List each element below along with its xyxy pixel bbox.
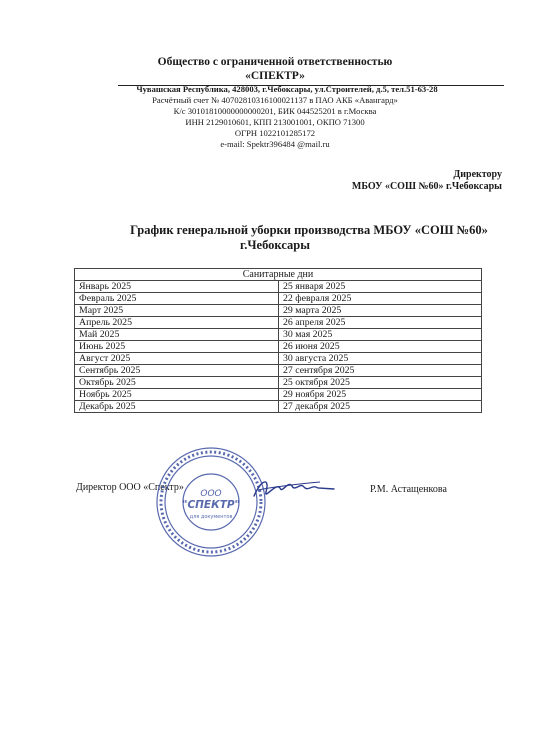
signatory-name: Р.М. Астащенкова xyxy=(370,484,447,495)
sanitary-day-cell: 30 августа 2025 xyxy=(279,353,482,365)
table-header-row xyxy=(75,269,482,281)
svg-text:для документов: для документов xyxy=(189,514,233,520)
table-row xyxy=(75,329,482,341)
schedule-table xyxy=(74,268,482,413)
sanitary-day-cell: 27 декабря 2025 xyxy=(279,401,482,413)
sanitary-day-cell: 26 апреля 2025 xyxy=(279,317,482,329)
sanitary-day-cell: 26 июня 2025 xyxy=(279,341,482,353)
sanitary-day-cell: 25 октября 2025 xyxy=(279,377,482,389)
sanitary-day-cell: 22 февраля 2025 xyxy=(279,293,482,305)
requisite-ogrn: ОГРН 1022101285172 xyxy=(234,128,316,138)
requisite-corr-account: К/с 30101810000000000201, БИК 044525201 в г.Москва xyxy=(173,106,377,116)
addressee-line1: Директору xyxy=(453,169,502,180)
table-row xyxy=(75,341,482,353)
table-row xyxy=(75,281,482,293)
sanitary-day-cell: 29 марта 2025 xyxy=(279,305,482,317)
table-header: Санитарные дни xyxy=(75,269,482,281)
document-title-line2: г.Чебоксары xyxy=(239,238,310,252)
month-cell: Июнь 2025 xyxy=(75,341,279,353)
org-name-line2: «СПЕКТР» xyxy=(245,70,305,82)
svg-text:"СПЕКТР": "СПЕКТР" xyxy=(181,499,241,511)
table-row xyxy=(75,305,482,317)
month-cell: Январь 2025 xyxy=(75,281,279,293)
month-cell: Декабрь 2025 xyxy=(75,401,279,413)
sanitary-day-cell: 29 ноября 2025 xyxy=(279,389,482,401)
month-cell: Октябрь 2025 xyxy=(75,377,279,389)
table-row xyxy=(75,317,482,329)
requisite-inn: ИНН 2129010601, КПП 213001001, ОКПО 71300 xyxy=(185,117,365,127)
requisite-account: Расчётный счет № 40702810316100021137 в ПАО АКБ «Авангард» xyxy=(152,95,398,105)
sanitary-day-cell: 27 сентября 2025 xyxy=(279,365,482,377)
sanitary-day-cell: 30 мая 2025 xyxy=(279,329,482,341)
table-body xyxy=(75,281,482,413)
month-cell: Февраль 2025 xyxy=(75,293,279,305)
month-cell: Ноябрь 2025 xyxy=(75,389,279,401)
table-row xyxy=(75,401,482,413)
addressee-line2: МБОУ «СОШ №60» г.Чебоксары xyxy=(351,181,502,192)
org-address: Чувашская Республика, 428003, г.Чебоксары, ул.Строителей, д.5, тел.51-63-28 xyxy=(136,84,438,94)
table-row xyxy=(75,353,482,365)
handwritten-signature xyxy=(248,472,338,506)
month-cell: Сентябрь 2025 xyxy=(75,365,279,377)
month-cell: Апрель 2025 xyxy=(75,317,279,329)
document-title-line1: График генеральной уборки производства МБОУ «СОШ №60» xyxy=(130,223,488,237)
svg-text:ООО: ООО xyxy=(200,489,222,499)
table-row xyxy=(75,365,482,377)
month-cell: Май 2025 xyxy=(75,329,279,341)
org-name-line1: Общество с ограниченной ответственностью xyxy=(157,56,393,68)
table-row xyxy=(75,389,482,401)
table-row xyxy=(75,377,482,389)
table-row xyxy=(75,293,482,305)
month-cell: Март 2025 xyxy=(75,305,279,317)
sanitary-day-cell: 25 января 2025 xyxy=(279,281,482,293)
signature-title: Директор ООО «Спектр» xyxy=(76,482,184,493)
month-cell: Август 2025 xyxy=(75,353,279,365)
requisite-email: e-mail: Spektr396484 @mail.ru xyxy=(220,139,330,149)
